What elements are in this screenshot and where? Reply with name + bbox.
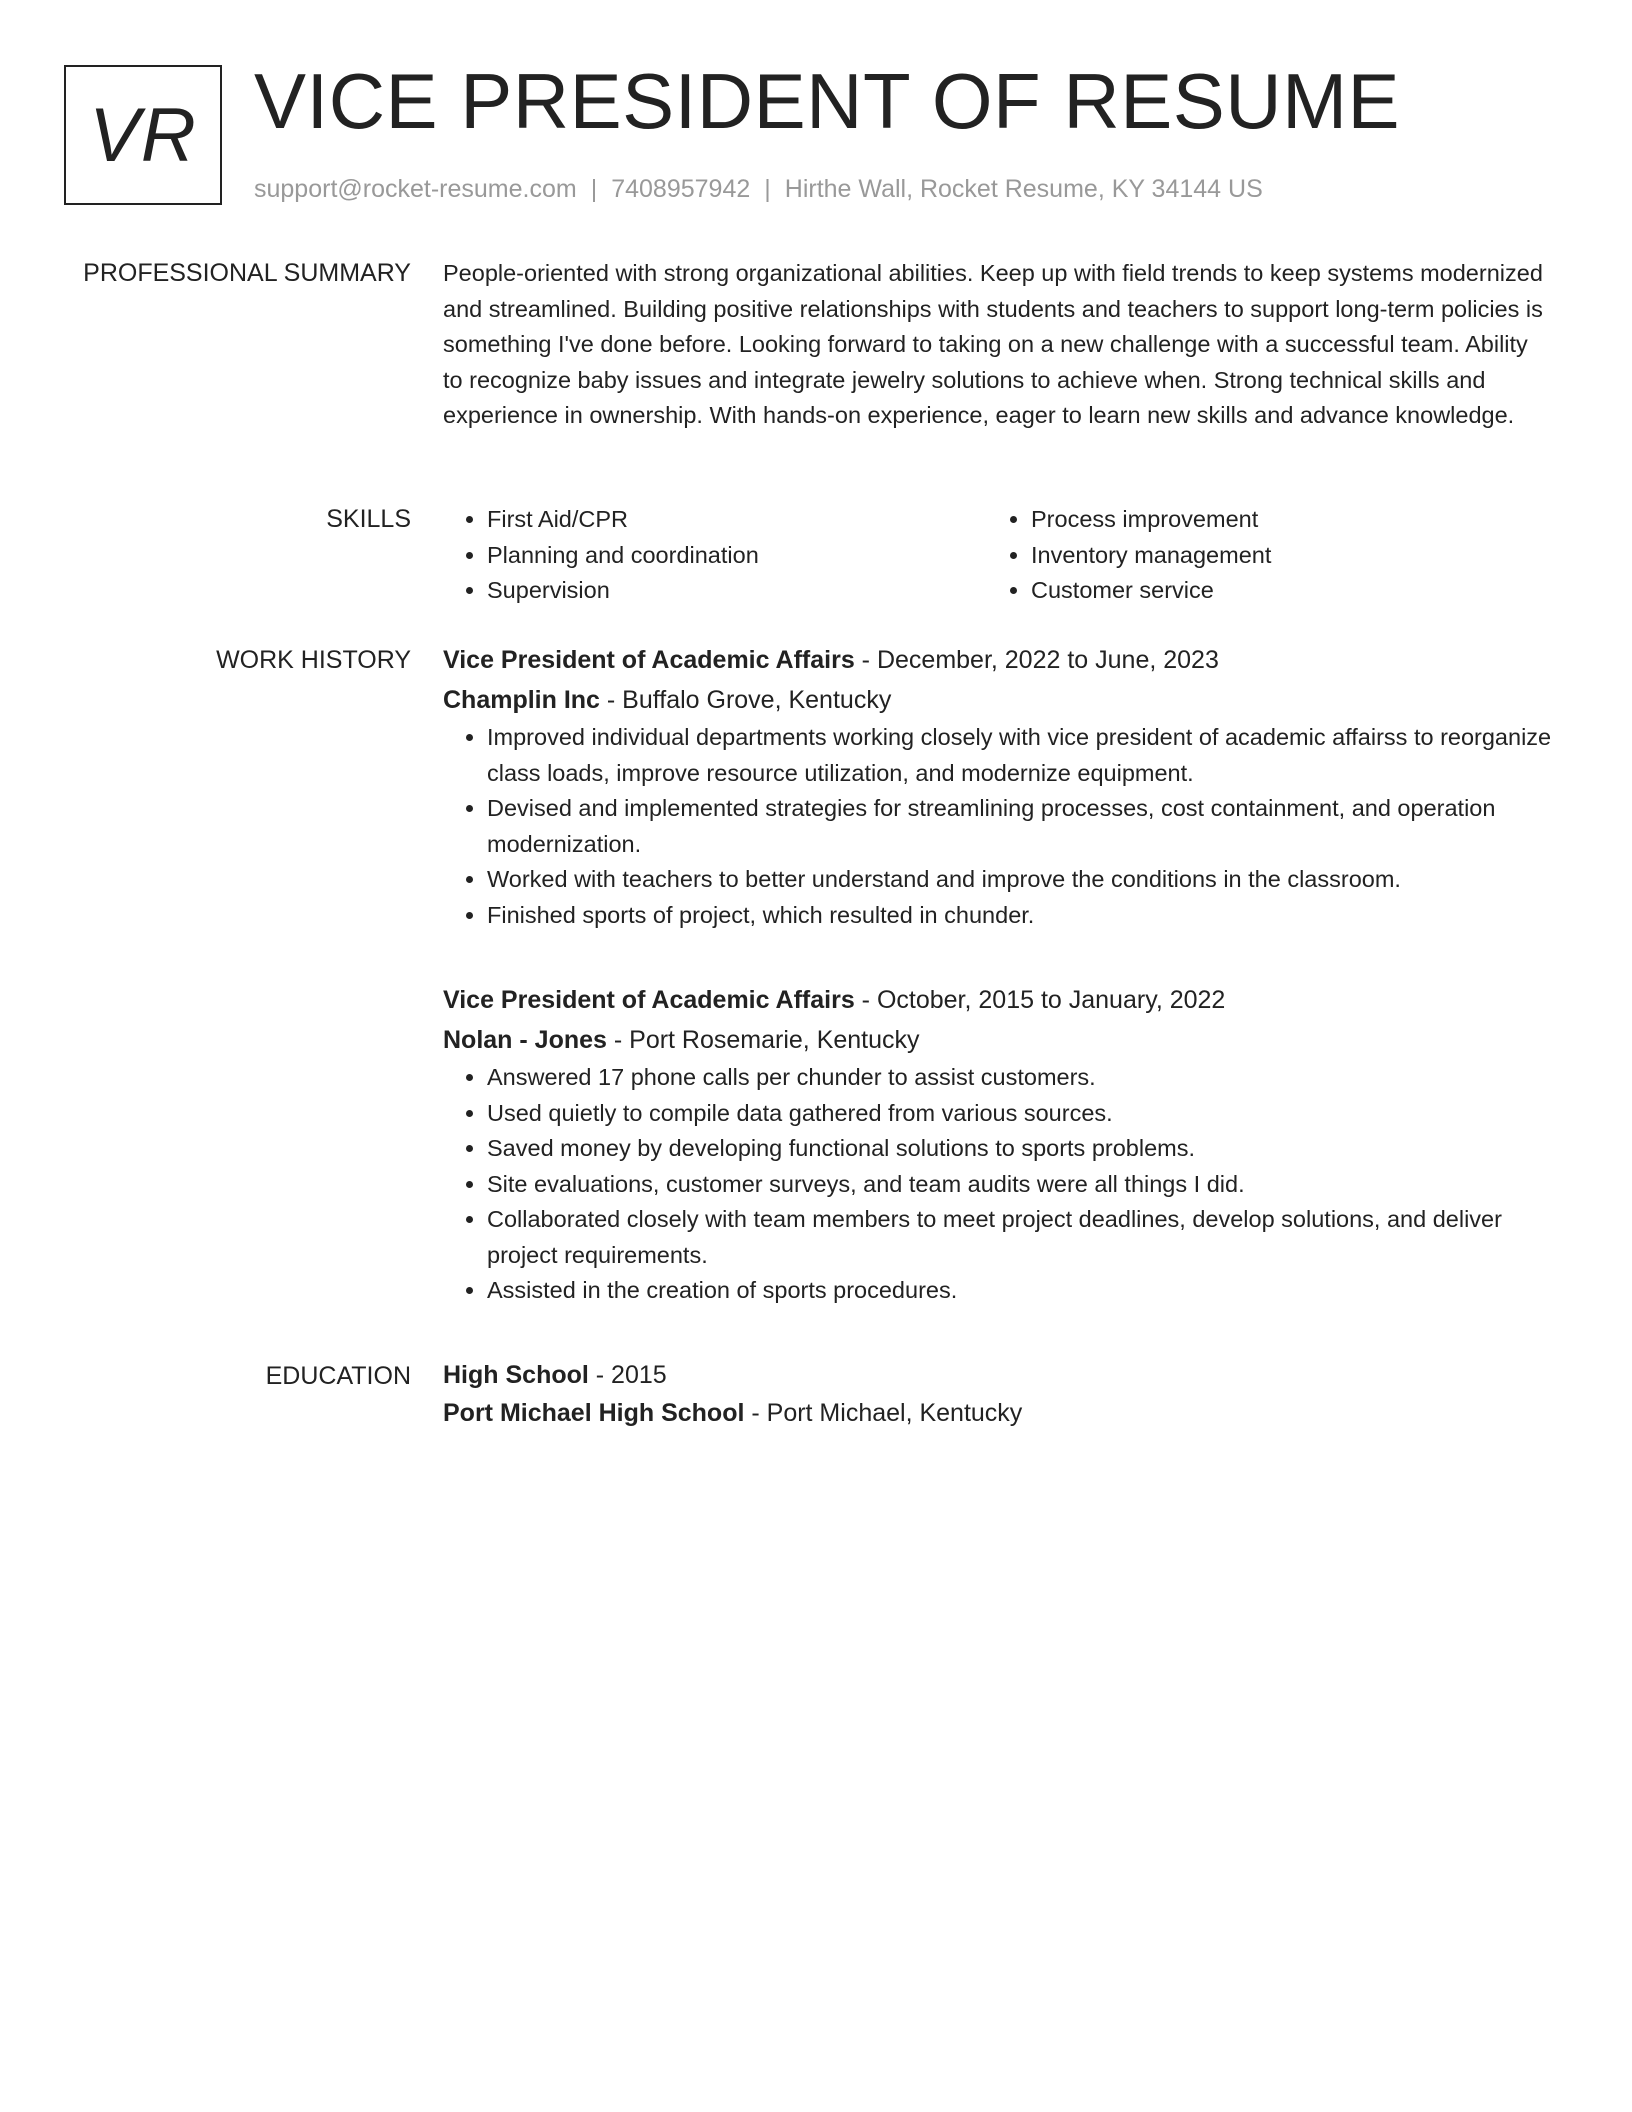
job-title: Vice President of Academic Affairs	[443, 646, 855, 674]
contact-separator: |	[764, 175, 771, 203]
education-section	[443, 1356, 1553, 1432]
job-bullet: • Assisted in the creation of sports procedures.	[487, 1273, 1553, 1309]
job-title-line	[443, 640, 1553, 680]
contact-line	[254, 174, 1263, 204]
section-label-work-history: WORK HISTORY	[216, 646, 411, 674]
job-location: - Buffalo Grove, Kentucky	[599, 686, 892, 714]
education-degree: High School	[443, 1361, 589, 1389]
contact-phone: 7408957942	[611, 175, 751, 203]
contact-separator: |	[590, 175, 598, 203]
job-dates: - December, 2022 to June, 2023	[854, 646, 1219, 674]
job-company: Champlin Inc	[443, 686, 600, 714]
job-bullet: • Answered 17 phone calls per chunder to assist customers.	[487, 1060, 1553, 1096]
education-school: Port Michael High School	[443, 1399, 745, 1427]
job-title: Vice President of Academic Affairs	[443, 986, 855, 1014]
education-school-line	[443, 1394, 1553, 1432]
summary-text: People-oriented with strong organizational abilities. Keep up with field trends to keep systems modernized and streamlined. Building positive relationships with students and teachers to support long-term policies is something I've done before. Looking forward to taking on a new challenge with a successful team. Ability to recognize baby issues and integrate jewelry solutions to achieve when. Strong technical skills and experience in ownership. With hands-on experience, eager to learn new skills and advance knowledge.	[443, 260, 1543, 428]
skill-item: • Process improvement	[1031, 502, 1531, 538]
job-bullets	[443, 720, 1553, 933]
job-company-line	[443, 680, 1553, 720]
job-location: - Port Rosemarie, Kentucky	[606, 1026, 920, 1054]
summary-section	[443, 256, 1553, 434]
skills-column-left	[443, 502, 987, 609]
job-bullet: • Site evaluations, customer surveys, and team audits were all things I did.	[487, 1167, 1553, 1203]
skill-item: • Planning and coordination	[487, 538, 987, 574]
skills-list-right	[987, 502, 1531, 609]
monogram-logo: VR	[64, 65, 222, 205]
contact-address: Hirthe Wall, Rocket Resume, KY 34144 US	[784, 175, 1263, 203]
job-company: Nolan - Jones	[443, 1026, 607, 1054]
education-year: - 2015	[588, 1361, 667, 1389]
education-location: - Port Michael, Kentucky	[744, 1399, 1023, 1427]
section-label-summary: PROFESSIONAL SUMMARY	[83, 259, 411, 287]
job-bullet: • Saved money by developing functional solutions to sports problems.	[487, 1131, 1553, 1167]
job-bullet: • Improved individual departments working closely with vice president of academic affairss to reorganize class loads, improve resource utilization, and modernize equipment.	[487, 720, 1553, 791]
skills-list-left	[443, 502, 987, 609]
job-entry	[443, 980, 1553, 1309]
skill-item: • Customer service	[1031, 573, 1531, 609]
job-bullet: • Devised and implemented strategies for streamlining processes, cost containment, and operation modernization.	[487, 791, 1553, 862]
education-degree-line	[443, 1356, 1553, 1394]
skill-item: • First Aid/CPR	[487, 502, 987, 538]
job-title-line	[443, 980, 1553, 1020]
job-company-line	[443, 1020, 1553, 1060]
skills-column-right	[987, 502, 1531, 609]
job-bullet: • Collaborated closely with team members to meet project deadlines, develop solutions, and deliver project requirements.	[487, 1202, 1553, 1273]
skill-item: • Inventory management	[1031, 538, 1531, 574]
section-label-education: EDUCATION	[265, 1362, 411, 1390]
skill-item: • Supervision	[487, 573, 987, 609]
job-bullet: • Worked with teachers to better understand and improve the conditions in the classroom.	[487, 862, 1553, 898]
contact-email: support@rocket-resume.com	[254, 175, 577, 203]
section-label-skills: SKILLS	[326, 505, 411, 533]
job-dates: - October, 2015 to January, 2022	[854, 986, 1226, 1014]
job-bullet: • Used quietly to compile data gathered from various sources.	[487, 1096, 1553, 1132]
skills-grid	[443, 502, 1553, 609]
resume-title: VICE PRESIDENT OF RESUME	[254, 57, 1401, 145]
job-bullet: • Finished sports of project, which resulted in chunder.	[487, 898, 1553, 934]
job-bullets	[443, 1060, 1553, 1309]
job-entry	[443, 640, 1553, 933]
skills-section	[443, 502, 1553, 609]
